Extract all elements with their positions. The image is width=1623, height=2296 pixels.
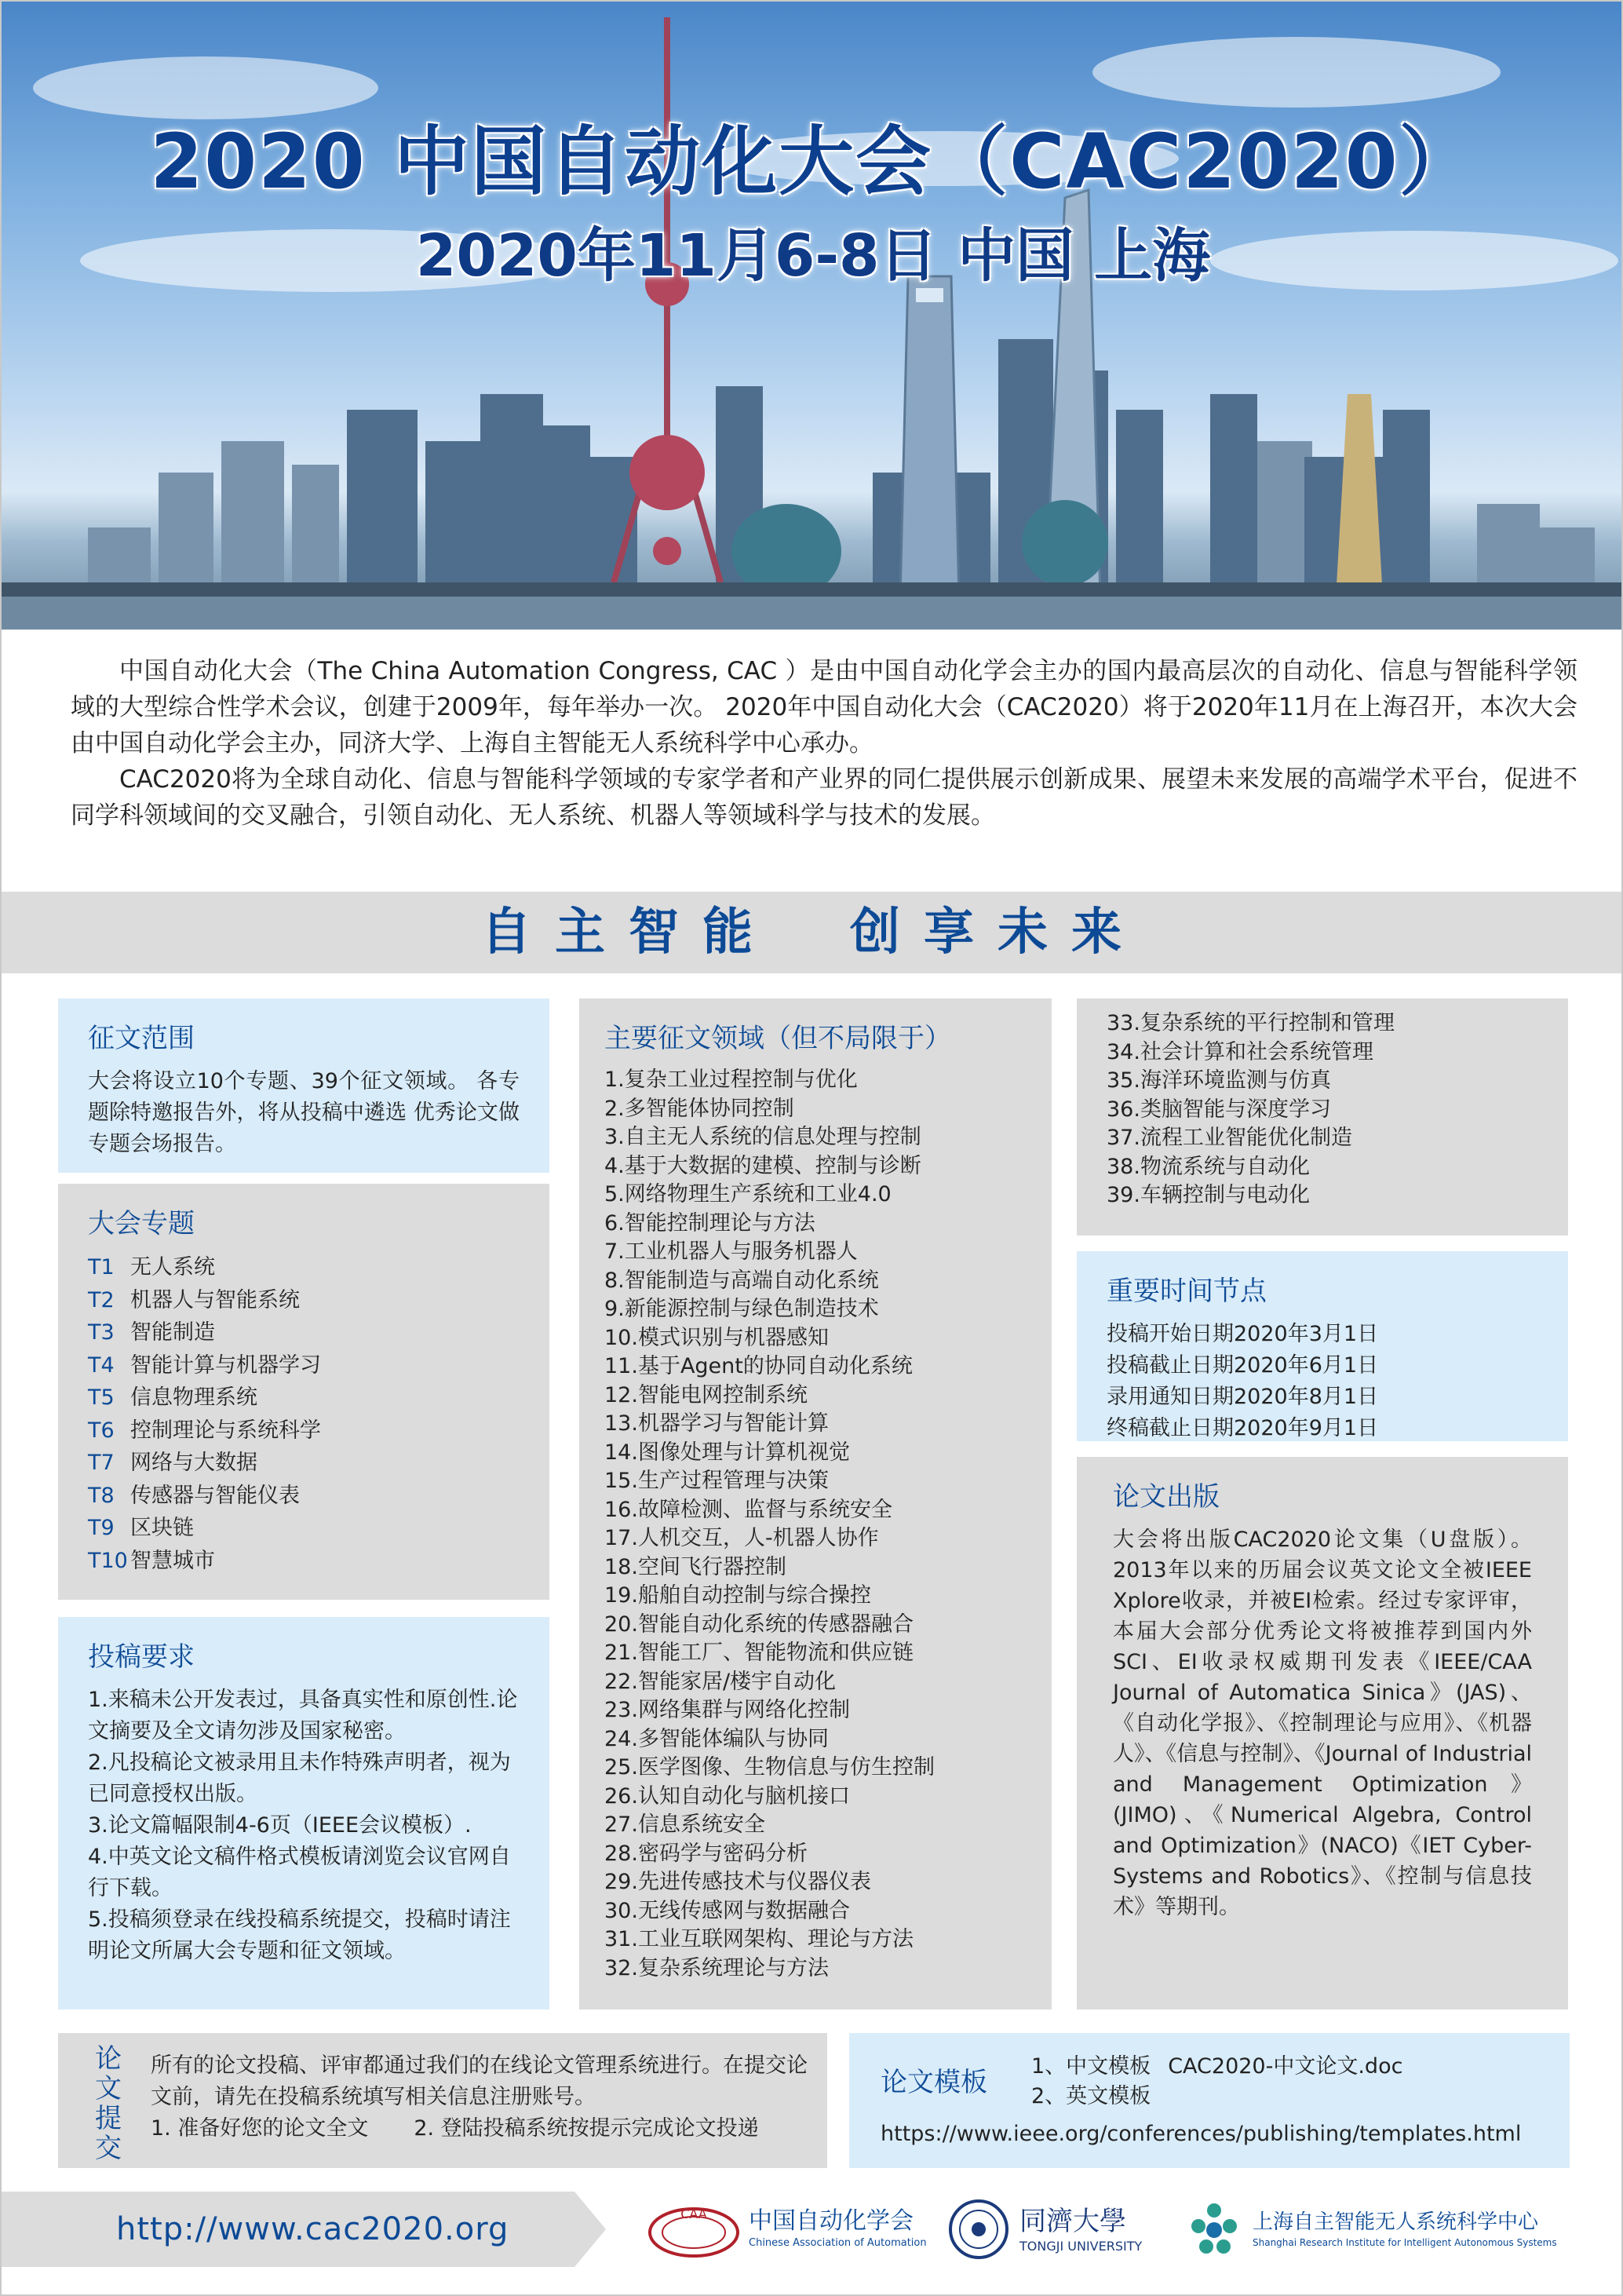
sriias-name: 上海自主智能无人系统科学中心 (1253, 2210, 1539, 2234)
topics-title: 大会专题 (88, 1208, 195, 1239)
requirement-item: 5.投稿须登录在线投稿系统提交，投稿时请注明论文所属大会专题和征文领域。 (88, 1907, 511, 1963)
dates-box (1077, 1251, 1568, 1441)
field-item: 9.新能源控制与绿色制造技术 (604, 1297, 879, 1321)
introduction (71, 653, 1577, 834)
field-item: 7.工业机器人与服务机器人 (604, 1239, 858, 1264)
field-item: 17.人机交互，人-机器人协作 (604, 1526, 879, 1550)
field-item: 25.医学图像、生物信息与仿生控制 (604, 1755, 935, 1779)
submission-box (58, 2033, 827, 2168)
submission-step-2: 2. 登陆投稿系统按提示完成论文投递 (414, 2116, 759, 2141)
requirement-item: 1.来稿未公开发表过，具备真实性和原创性.论文摘要及全文请勿涉及国家秘密。 (88, 1688, 518, 1743)
caa-english-name: Chinese Association of Automation (749, 2237, 927, 2249)
dates-list (1107, 1319, 1538, 1444)
svg-text:CAA: CAA (680, 2207, 707, 2221)
conference-title: 2020 中国自动化大会（CAC2020） (150, 118, 1476, 206)
submission-title: 论文提交 (95, 2043, 122, 2164)
template-en-url-link[interactable]: https://www.ieee.org/conferences/publishing/templates.html (881, 2122, 1522, 2146)
templates-list (1031, 2052, 1402, 2112)
submission-step-1: 1. 准备好您的论文全文 (151, 2116, 369, 2141)
field-item: 32.复杂系统理论与方法 (604, 1955, 829, 1980)
tongji-seal-icon (947, 2195, 1010, 2265)
field-item: 35.海洋环境监测与仿真 (1107, 1068, 1331, 1093)
template-en-label: 2、英文模板 (1031, 2084, 1151, 2108)
sriias-logo (1187, 2195, 1563, 2265)
requirement-item: 3.论文篇幅限制4-6页（IEEE会议模板）. (88, 1813, 472, 1838)
field-item: 21.智能工厂、智能物流和供应链 (604, 1641, 914, 1665)
field-item: 34.社会计算和社会系统管理 (1107, 1039, 1373, 1064)
field-item: 11.基于Agent的协同自动化系统 (604, 1354, 913, 1378)
fields-list-continued (1107, 1009, 1538, 1210)
topic-item: T5 信息物理系统 (88, 1385, 257, 1410)
topic-item: T8 传感器与智能仪表 (88, 1483, 300, 1508)
field-item: 1.复杂工业过程控制与优化 (604, 1068, 858, 1092)
field-item: 39.车辆控制与电动化 (1107, 1183, 1310, 1207)
requirements-box (58, 1617, 549, 2009)
field-item: 12.智能电网控制系统 (604, 1382, 808, 1407)
caa-logo (647, 2195, 937, 2265)
requirements-title: 投稿要求 (88, 1641, 195, 1673)
topic-item: T6 控制理论与系统科学 (88, 1418, 321, 1443)
sriias-english-name: Shanghai Research Institute for Intelligent Autonomous Systems (1253, 2237, 1557, 2248)
submission-text: 所有的论文投稿、评审都通过我们的在线论文管理系统进行。在提交论文前，请先在投稿系统填写相关信息注册账号。 (151, 2053, 808, 2109)
intro-paragraph-2: CAC2020将为全球自动化、信息与智能科学领域的专家学者和产业界的同仁提供展示创新成果、展望未来发展的高端学术平台，促进不同学科领域间的交叉融合，引领自动化、无人系统、机器人等领域科学与技术的发展。 (71, 765, 1577, 830)
date-item: 投稿截止日期2020年6月1日 (1107, 1353, 1379, 1378)
field-item: 27.信息系统安全 (604, 1812, 765, 1837)
date-item: 投稿开始日期2020年3月1日 (1107, 1322, 1379, 1346)
tongji-name: 同濟大學 (1019, 2206, 1126, 2237)
field-item: 30.无线传感网与数据融合 (604, 1898, 850, 1923)
scope-box (58, 998, 549, 1173)
conference-date-location: 2020年11月6-8日 中国 上海 (415, 222, 1211, 290)
field-item: 10.模式识别与机器感知 (604, 1325, 829, 1350)
field-item: 8.智能制造与高端自动化系统 (604, 1268, 879, 1293)
requirement-item: 4.中英文论文稿件格式模板请浏览会议官网自行下载。 (88, 1845, 511, 1900)
slogan-banner: 自主智能 创享未来 (2, 892, 1623, 973)
topic-item: T2 机器人与智能系统 (88, 1287, 300, 1312)
requirements-list (88, 1685, 520, 1967)
topic-item: T1 无人系统 (88, 1255, 215, 1279)
submission-body (151, 2050, 810, 2145)
field-item: 20.智能自动化系统的传感器融合 (604, 1612, 914, 1637)
field-item: 3.自主无人系统的信息处理与控制 (604, 1125, 921, 1149)
fields-continued-box (1077, 998, 1568, 1236)
field-item: 15.生产过程管理与决策 (604, 1469, 829, 1493)
topics-list (88, 1251, 520, 1577)
publication-text: 大会将出版CAC2020论文集（U盘版）。2013年以来的历届会议英文论文全被IEEE Xplore收录，并被EI检索。经过专家评审，本届大会部分优秀论文将被推荐到国内外SCI、EI收录权威期刊发表《IEEE/CAA Journal of Automatica Sinica》(JAS)、《自动化学报》、《控制理论与应用》、《机器人》、《信息与控制》、《Journal of Industrial and Management Optimization》(JIMO)、《Numerical Algebra, Control and Optimization》(NACO)《IET Cyber-Systems and Robotics》、《控制与信息技术》等期刊。 (1113, 1528, 1532, 1919)
field-item: 24.多智能体编队与协同 (604, 1726, 829, 1751)
dates-title: 重要时间节点 (1107, 1276, 1267, 1307)
field-item: 22.智能家居/楼宇自动化 (604, 1669, 837, 1694)
field-item: 2.多智能体协同控制 (604, 1096, 794, 1121)
caa-name: 中国自动化学会 (749, 2207, 914, 2235)
templates-box (849, 2033, 1570, 2168)
field-item: 36.类脑智能与深度学习 (1107, 1097, 1331, 1122)
scope-title: 征文范围 (88, 1023, 195, 1054)
scope-text: 大会将设立10个专题、39个征文领域。 各专题除特邀报告外，将从投稿中遴选 优秀论文做专题会场报告。 (88, 1069, 520, 1156)
topics-box (58, 1184, 549, 1600)
hero-banner (2, 2, 1623, 630)
field-item: 38.物流系统与自动化 (1107, 1154, 1310, 1179)
field-item: 37.流程工业智能优化制造 (1107, 1126, 1352, 1150)
field-item: 14.图像处理与计算机视觉 (604, 1440, 850, 1465)
publication-box (1077, 1457, 1568, 2009)
date-item: 录用通知日期2020年8月1日 (1107, 1385, 1379, 1409)
submission-steps (151, 2113, 810, 2145)
field-item: 31.工业互联网架构、理论与方法 (604, 1927, 914, 1951)
field-item: 4.基于大数据的建模、控制与诊断 (604, 1153, 921, 1178)
field-item: 29.先进传感技术与仪器仪表 (604, 1870, 871, 1894)
templates-title: 论文模板 (881, 2067, 987, 2098)
caa-emblem-icon (647, 2195, 741, 2265)
topic-item: T9 区块链 (88, 1516, 194, 1540)
field-item: 26.认知自动化与脑机接口 (604, 1783, 850, 1809)
field-item: 6.智能控制理论与方法 (604, 1210, 815, 1236)
tongji-english-name: TONGJI UNIVERSITY (1019, 2239, 1143, 2254)
intro-paragraph-1: 中国自动化大会（The China Automation Congress, CAC ）是由中国自动化学会主办的国内最高层次的自动化、信息与智能科学领域的大型综合性学术会议，创建于2009年，每年举办一次。 2020年中国自动化大会（CAC2020）将于2020年11月在上海召开，本次大会由中国自动化学会主办，同济大学、上海自主智能无人系统科学中心承办。 (71, 657, 1577, 757)
field-item: 18.空间飞行器控制 (604, 1554, 786, 1579)
shanghai-skyline-illustration (2, 2, 1623, 630)
template-cn-label: 1、中文模板 (1031, 2054, 1151, 2079)
fields-title: 主要征文领域（但不局限于） (604, 1023, 951, 1054)
field-item: 16.故障检测、监督与系统安全 (604, 1497, 892, 1522)
template-cn-file-link[interactable]: CAC2020-中文论文.doc (1168, 2054, 1403, 2079)
topic-item: T7 网络与大数据 (88, 1451, 257, 1475)
field-item: 23.网络集群与网络化控制 (604, 1698, 850, 1722)
topic-item: T3 智能制造 (88, 1320, 215, 1345)
field-item: 19.船舶自动控制与综合操控 (604, 1583, 871, 1608)
publication-title: 论文出版 (1113, 1481, 1220, 1513)
website-link[interactable]: http://www.cac2020.org (116, 2211, 509, 2247)
fields-box (579, 998, 1052, 2009)
topic-item: T4 智能计算与机器学习 (88, 1352, 321, 1378)
field-item: 33.复杂系统的平行控制和管理 (1107, 1011, 1395, 1035)
field-item: 5.网络物理生产系统和工业4.0 (604, 1182, 892, 1206)
requirement-item: 2.凡投稿论文被录用且未作特殊声明者，视为已同意授权出版。 (88, 1750, 511, 1806)
sriias-emblem-icon (1187, 2195, 1242, 2265)
fields-list (604, 1066, 1022, 1983)
date-item: 终稿截止日期2020年9月1日 (1107, 1416, 1379, 1440)
field-item: 28.密码学与密码分析 (604, 1841, 808, 1866)
tongji-logo (947, 2195, 1159, 2265)
topic-item: T10 智慧城市 (88, 1548, 215, 1573)
field-item: 13.机器学习与智能计算 (604, 1411, 829, 1436)
